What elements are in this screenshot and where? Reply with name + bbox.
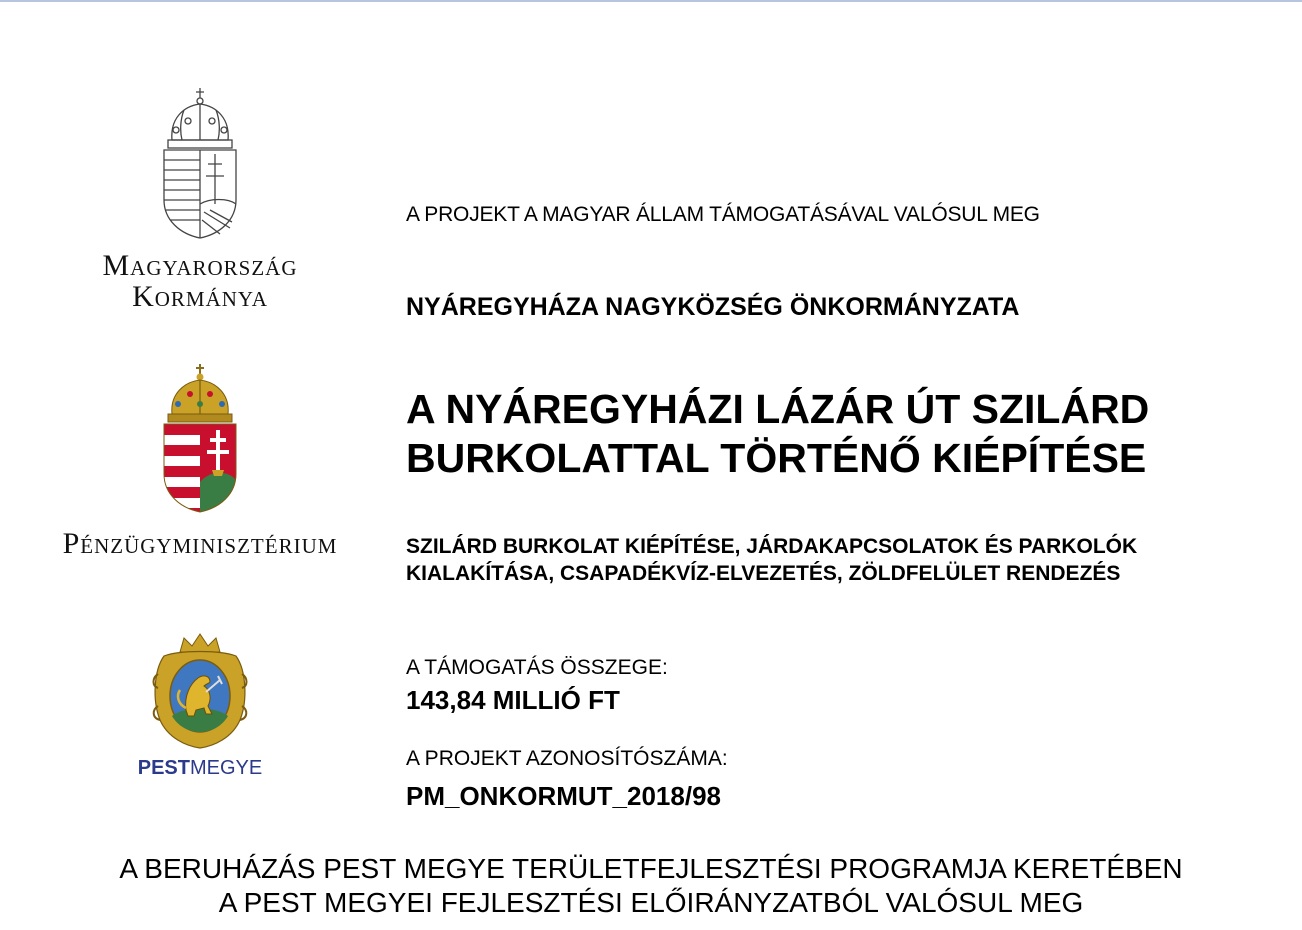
ministry-name: Pénzügyminisztérium xyxy=(62,527,338,560)
support-amount-value: 143,84 MILLIÓ FT xyxy=(406,685,620,715)
top-divider xyxy=(0,0,1302,2)
funding-footer-line1: A BERUHÁZÁS PEST MEGYE TERÜLETFEJLESZTÉSI PROGRAMJA KERETÉBEN xyxy=(119,853,1183,884)
project-id-label: A PROJEKT AZONOSÍTÓSZÁMA: xyxy=(406,747,728,770)
hungarian-coat-of-arms-outline-icon xyxy=(160,88,240,240)
beneficiary-name: NYÁREGYHÁZA NAGYKÖZSÉG ÖNKORMÁNYZATA xyxy=(406,293,1020,321)
funding-footer-line2: A PEST MEGYEI FEJLESZTÉSI ELŐIRÁNYZATBÓL VALÓSUL MEG xyxy=(218,887,1084,918)
project-id-value: PM_ONKORMUT_2018/98 xyxy=(406,781,721,811)
support-amount-label: A TÁMOGATÁS ÖSSZEGE: xyxy=(406,656,668,679)
hungarian-coat-of-arms-color-icon xyxy=(160,364,240,514)
state-support-statement: A PROJEKT A MAGYAR ÁLLAM TÁMOGATÁSÁVAL VALÓSUL MEG xyxy=(406,203,1040,226)
government-name-line2: Kormánya xyxy=(132,280,268,313)
project-description-line1: SZILÁRD BURKOLAT KIÉPÍTÉSE, JÁRDAKAPCSOLATOK ÉS PARKOLÓK xyxy=(406,535,1138,558)
pest-county-coat-of-arms-icon xyxy=(150,630,250,750)
funding-footer xyxy=(0,852,1302,920)
project-title-line2: BURKOLATTAL TÖRTÉNŐ KIÉPÍTÉSE xyxy=(406,435,1147,481)
county-name-bold: PEST xyxy=(137,757,190,779)
county-name xyxy=(110,756,290,780)
government-name-line1: Magyarország xyxy=(102,249,298,282)
project-description-line2: KIALAKÍTÁSA, CSAPADÉKVÍZ-ELVEZETÉS, ZÖLDFELÜLET RENDEZÉS xyxy=(406,562,1121,585)
county-name-regular: MEGYE xyxy=(190,757,263,779)
government-name xyxy=(80,250,320,312)
project-title-line1: A NYÁREGYHÁZI LÁZÁR ÚT SZILÁRD xyxy=(406,386,1150,432)
project-title xyxy=(406,385,1149,483)
project-description xyxy=(406,533,1137,587)
